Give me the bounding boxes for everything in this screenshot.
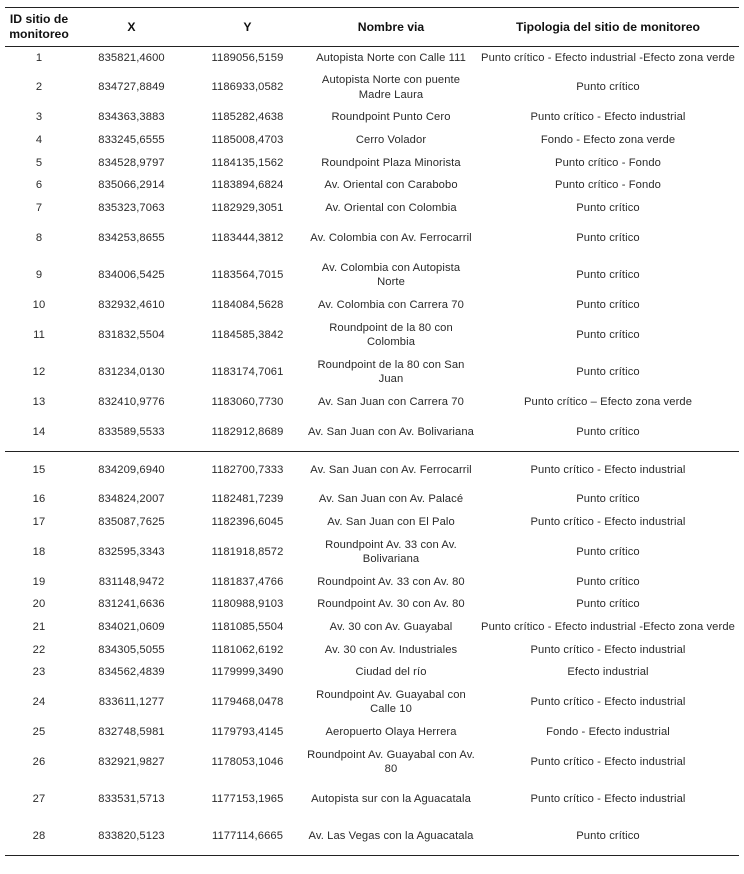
cell-y: 1182929,3051 [211,201,284,214]
cell-id: 21 [32,621,46,634]
monitoring-sites-table [5,7,739,856]
cell-name: Autopista sur con la Aguacatala [311,793,471,806]
cell-tipologia: Punto crítico - Efecto industrial -Efecto zona verde [481,51,735,64]
cell-y: 1181837,4766 [211,575,284,588]
cell-y: 1183444,3812 [211,231,284,244]
cell-tipologia: Punto crítico [477,818,739,855]
cell-id: 18 [32,545,46,558]
cell-tipologia: Punto crítico - Efecto industrial -Efecto zona verde [481,621,735,634]
cell-name: Roundpoint Plaza Minorista [321,156,461,169]
cell-x: 835821,4600 [98,51,165,64]
table-row [5,781,739,818]
cell-name: Roundpoint Punto Cero [331,111,451,124]
cell-tipologia: Punto crítico [576,366,640,379]
cell-x: 834528,9797 [98,156,165,169]
cell-id: 14 [32,425,46,438]
cell-id: 12 [32,366,46,379]
cell-x: 834562,4839 [98,666,165,679]
cell-tipologia: Punto crítico [576,201,640,214]
cell-id: 25 [32,726,46,739]
cell-id: 22 [32,643,46,656]
cell-x: 835323,7063 [98,201,165,214]
table-body [5,47,739,856]
table-row [5,106,739,129]
header-name: Nombre via [305,8,477,47]
table-row [5,511,739,534]
cell-tipologia: Punto crítico [576,328,640,341]
cell-tipologia: Punto crítico - Efecto industrial [477,451,739,488]
table-row [5,129,739,152]
table-row [5,69,739,106]
cell-id: 1 [35,51,43,64]
cell-id: 11 [33,328,45,341]
table-row [5,414,739,451]
header-y: Y [190,8,305,47]
table-row [5,451,739,488]
cell-y: 1181085,5504 [211,621,284,634]
cell-y: 1182481,7239 [211,493,284,506]
cell-id: 17 [32,515,46,528]
table-row [5,152,739,175]
cell-id: 15 [5,451,73,488]
cell-tipologia: Punto crítico [576,81,640,94]
cell-x: 832595,3343 [98,545,165,558]
cell-name: Av. San Juan con Av. Bolivariana [308,425,474,438]
cell-id: 5 [35,156,43,169]
cell-id: 4 [35,134,43,147]
cell-x: 833611,1277 [98,696,165,709]
cell-tipologia: Punto crítico [576,299,640,311]
cell-x: 834006,5425 [98,269,165,282]
cell-x: 834305,5055 [98,643,165,656]
cell-name: Av. San Juan con Av. Palacé [318,493,464,506]
cell-id: 19 [32,575,46,588]
cell-name: Roundpoint Av. 33 con Av. 80 [317,575,465,588]
cell-name: Roundpoint de la 80 con San Juan [317,358,465,386]
cell-id: 7 [35,201,43,214]
cell-name: Av. San Juan con Carrera 70 [318,396,464,409]
cell-id: 9 [35,269,43,282]
cell-y: 1186933,0582 [211,81,284,94]
cell-x: 834363,3883 [98,111,165,124]
cell-id: 16 [32,493,46,506]
cell-y: 1184084,5628 [211,299,284,311]
cell-x: 832748,5981 [98,726,165,739]
cell-name: Av. Colombia con Carrera 70 [318,299,464,311]
cell-x: 831148,9472 [98,575,165,588]
cell-name: Aeropuerto Olaya Herrera [325,726,457,739]
cell-tipologia: Punto crítico – Efecto zona verde [523,396,693,409]
cell-name: Av. Colombia con Autopista Norte [321,261,461,289]
cell-name: Roundpoint Av. 30 con Av. 80 [317,598,465,611]
cell-y: 1182700,7333 [190,451,305,488]
table-row [5,661,739,684]
cell-id: 3 [35,111,43,124]
cell-tipologia: Punto crítico [576,231,640,244]
cell-x: 834209,6940 [73,451,190,488]
cell-tipologia: Efecto industrial [567,666,649,679]
cell-name: Av. San Juan con Av. Ferrocarril [305,451,477,488]
cell-name: Av. San Juan con El Palo [327,515,455,528]
cell-name: Av. 30 con Av. Industriales [324,643,458,656]
header-row [5,8,739,47]
table-row [5,744,739,781]
cell-id: 2 [35,81,43,94]
table-row [5,294,739,317]
cell-name: Cerro Volador [355,134,427,147]
cell-y: 1183174,7061 [211,366,284,379]
cell-x: 835087,7625 [98,515,165,528]
cell-x: 833589,5533 [98,425,165,438]
cell-tipologia: Punto crítico [576,575,640,588]
cell-y: 1182912,8689 [211,425,284,438]
cell-id: 27 [32,793,46,806]
table-row [5,257,739,294]
cell-id: 13 [32,396,46,409]
cell-tipologia: Punto crítico [576,269,640,282]
table-row [5,391,739,414]
cell-y: 1181062,6192 [211,643,284,656]
cell-name: Roundpoint Av. 33 con Av. Bolivariana [325,538,457,566]
cell-y: 1183060,7730 [211,396,284,409]
cell-x: 833531,5713 [98,793,165,806]
cell-y: 1181918,8572 [211,545,284,558]
table-row [5,639,739,662]
cell-tipologia: Punto crítico - Efecto industrial [530,793,686,806]
cell-x: 831234,0130 [98,366,165,379]
cell-id: 6 [35,179,43,192]
cell-x: 832921,9827 [98,756,165,769]
cell-y: 1189056,5159 [211,51,284,64]
table-row [5,488,739,511]
cell-name: Autopista Norte con Calle 111 [316,51,466,64]
cell-x: 833245,6555 [98,134,165,147]
cell-y: 1177153,1965 [211,793,284,806]
cell-id: 10 [32,299,46,311]
table-row [5,197,739,220]
table-row [5,571,739,594]
cell-y: 1179999,3490 [211,666,284,679]
cell-tipologia: Punto crítico [576,598,640,611]
cell-name: Roundpoint Av. Guayabal con Calle 10 [316,688,466,716]
cell-y: 1183894,6824 [211,179,284,192]
cell-y: 1179793,4145 [211,726,284,739]
cell-tipologia: Punto crítico - Fondo [555,156,661,169]
cell-id: 8 [35,231,43,244]
cell-id: 26 [32,756,46,769]
table-row [5,593,739,616]
cell-tipologia: Punto crítico [576,545,640,558]
cell-name: Av. Colombia con Av. Ferrocarril [310,231,472,244]
cell-tipologia: Fondo - Efecto zona verde [540,134,676,147]
cell-x: 831832,5504 [98,328,165,341]
cell-y: 1182396,6045 [211,515,284,528]
cell-tipologia: Punto crítico - Efecto industrial [530,643,686,656]
cell-y: 1183564,7015 [211,269,284,282]
cell-y: 1184135,1562 [211,156,284,169]
cell-x: 833820,5123 [73,818,190,855]
cell-tipologia: Punto crítico - Fondo [555,179,661,192]
table-row [5,219,739,256]
cell-id: 28 [5,818,73,855]
cell-id: 20 [32,598,46,611]
cell-tipologia: Punto crítico - Efecto industrial [530,111,686,124]
cell-y: 1178053,1046 [211,756,284,769]
header-tipologia: Tipologia del sitio de monitoreo [477,8,739,47]
table-row [5,534,739,571]
cell-id: 23 [32,666,46,679]
cell-x: 832932,4610 [98,299,165,311]
cell-name: Roundpoint de la 80 con Colombia [329,321,453,349]
table-row [5,354,739,391]
cell-y: 1185008,4703 [211,134,284,147]
cell-y: 1185282,4638 [211,111,284,124]
cell-x: 832410,9776 [98,396,165,409]
header-id: ID sitio de monitoreo [5,8,73,47]
table-row [5,721,739,744]
cell-y: 1184585,3842 [211,328,284,341]
cell-x: 834021,0609 [98,621,165,634]
table-row [5,317,739,354]
cell-tipologia: Punto crítico - Efecto industrial [530,756,686,769]
cell-name: Roundpoint Av. Guayabal con Av. 80 [307,748,475,776]
cell-x: 831241,6636 [98,598,165,611]
cell-tipologia: Punto crítico [576,425,640,438]
cell-id: 24 [32,696,46,709]
cell-tipologia: Punto crítico - Efecto industrial [530,515,686,528]
table-row [5,174,739,197]
cell-name: Av. 30 con Av. Guayabal [329,621,453,634]
cell-name: Av. Las Vegas con la Aguacatala [305,818,477,855]
cell-x: 834727,8849 [98,81,165,94]
cell-tipologia: Punto crítico - Efecto industrial [530,696,686,709]
cell-name: Av. Oriental con Carabobo [324,179,458,192]
cell-name: Ciudad del río [355,666,427,679]
table-row [5,616,739,639]
cell-tipologia: Punto crítico [576,493,640,506]
table-row [5,47,739,70]
cell-name: Autopista Norte con puente Madre Laura [321,74,461,101]
cell-y: 1180988,9103 [211,598,284,611]
table-header [5,8,739,47]
table-row [5,818,739,855]
cell-y: 1177114,6665 [190,818,305,855]
header-x: X [73,8,190,47]
cell-x: 835066,2914 [98,179,165,192]
cell-tipologia: Fondo - Efecto industrial [546,726,670,739]
cell-y: 1179468,0478 [211,696,284,709]
cell-x: 834824,2007 [98,493,165,506]
cell-name: Av. Oriental con Colombia [325,201,457,214]
table-row [5,684,739,721]
cell-x: 834253,8655 [98,231,165,244]
